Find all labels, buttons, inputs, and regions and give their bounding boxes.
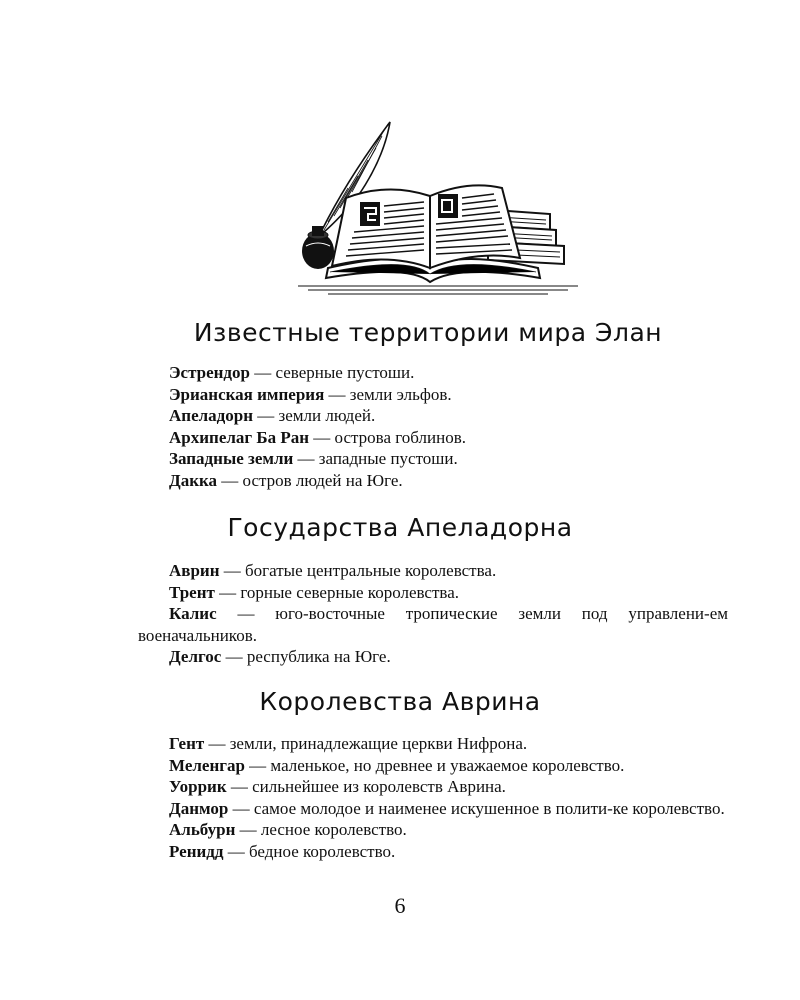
entry-term: Аврин: [169, 561, 220, 580]
entry-term: Данмор: [169, 798, 229, 818]
open-book-quill-inkwell-icon: [288, 118, 588, 298]
entry-term: Эрианская империя: [169, 384, 325, 404]
entry-term: Альбурн: [169, 820, 236, 839]
entry-term: Ренидд: [169, 841, 224, 861]
list-item: [138, 362, 728, 384]
entry-text: — сильнейшее из королевств Аврина.: [226, 777, 506, 796]
entry-term: Эстрендор: [169, 363, 250, 382]
list-item: [138, 798, 728, 820]
section-territories: [138, 362, 728, 491]
section-heading-kingdoms: Королевства Аврина: [259, 687, 541, 716]
list-item: [138, 776, 728, 798]
entry-text: — северные пустоши.: [249, 363, 415, 382]
entry-text: — республика на Юге.: [221, 647, 391, 666]
entry-text: — западные пустоши.: [293, 449, 458, 468]
entry-text: — земли эльфов.: [324, 384, 452, 404]
entry-term: Трент: [169, 582, 215, 602]
list-item: [138, 448, 728, 470]
list-item: [138, 841, 728, 863]
entry-term: Делгос: [169, 647, 222, 666]
section-kingdoms: [138, 733, 728, 862]
page-number: 6: [394, 893, 406, 918]
entry-term: Дакка: [169, 470, 218, 490]
list-item: [138, 384, 728, 406]
list-item: [138, 755, 728, 777]
list-item: [138, 560, 728, 582]
entry-text: — земли, принадлежащие церкви Нифрона.: [204, 734, 528, 753]
entry-term: Уоррик: [169, 777, 227, 796]
section-states: [138, 560, 728, 668]
list-item: [138, 470, 728, 492]
list-item: [138, 582, 728, 604]
entry-term: Апеладорн: [169, 406, 254, 425]
entry-text: — остров людей на Юге.: [217, 470, 403, 490]
entry-term: Калис: [169, 604, 217, 623]
list-item: [138, 603, 728, 646]
section-heading-states: Государства Апеладорна: [227, 513, 573, 542]
entry-text: — горные северные королевства.: [214, 582, 459, 602]
entry-text: — бедное королевство.: [223, 841, 396, 861]
entry-text: — богатые центральные королевства.: [219, 561, 497, 580]
entry-term: Гент: [169, 734, 205, 753]
list-item: [138, 733, 728, 755]
entry-term: Архипелаг Ба Ран: [169, 427, 310, 447]
entry-term: Западные земли: [169, 449, 294, 468]
list-item: [138, 427, 728, 449]
entry-text: — земли людей.: [253, 406, 376, 425]
list-item: [138, 646, 728, 668]
entry-text: — самое молодое и наименее искушенное в полити-ке королевство.: [228, 798, 725, 818]
entry-term: Меленгар: [169, 755, 245, 775]
section-heading-territories: Известные территории мира Элан: [193, 318, 663, 347]
entry-text: — острова гоблинов.: [309, 427, 466, 447]
entry-text: — юго-восточные тропические земли под управлени-ем военачальников.: [138, 604, 728, 645]
entry-text: — лесное королевство.: [235, 820, 407, 839]
list-item: [138, 819, 728, 841]
entry-text: — маленькое, но древнее и уважаемое королевство.: [244, 755, 625, 775]
list-item: [138, 405, 728, 427]
